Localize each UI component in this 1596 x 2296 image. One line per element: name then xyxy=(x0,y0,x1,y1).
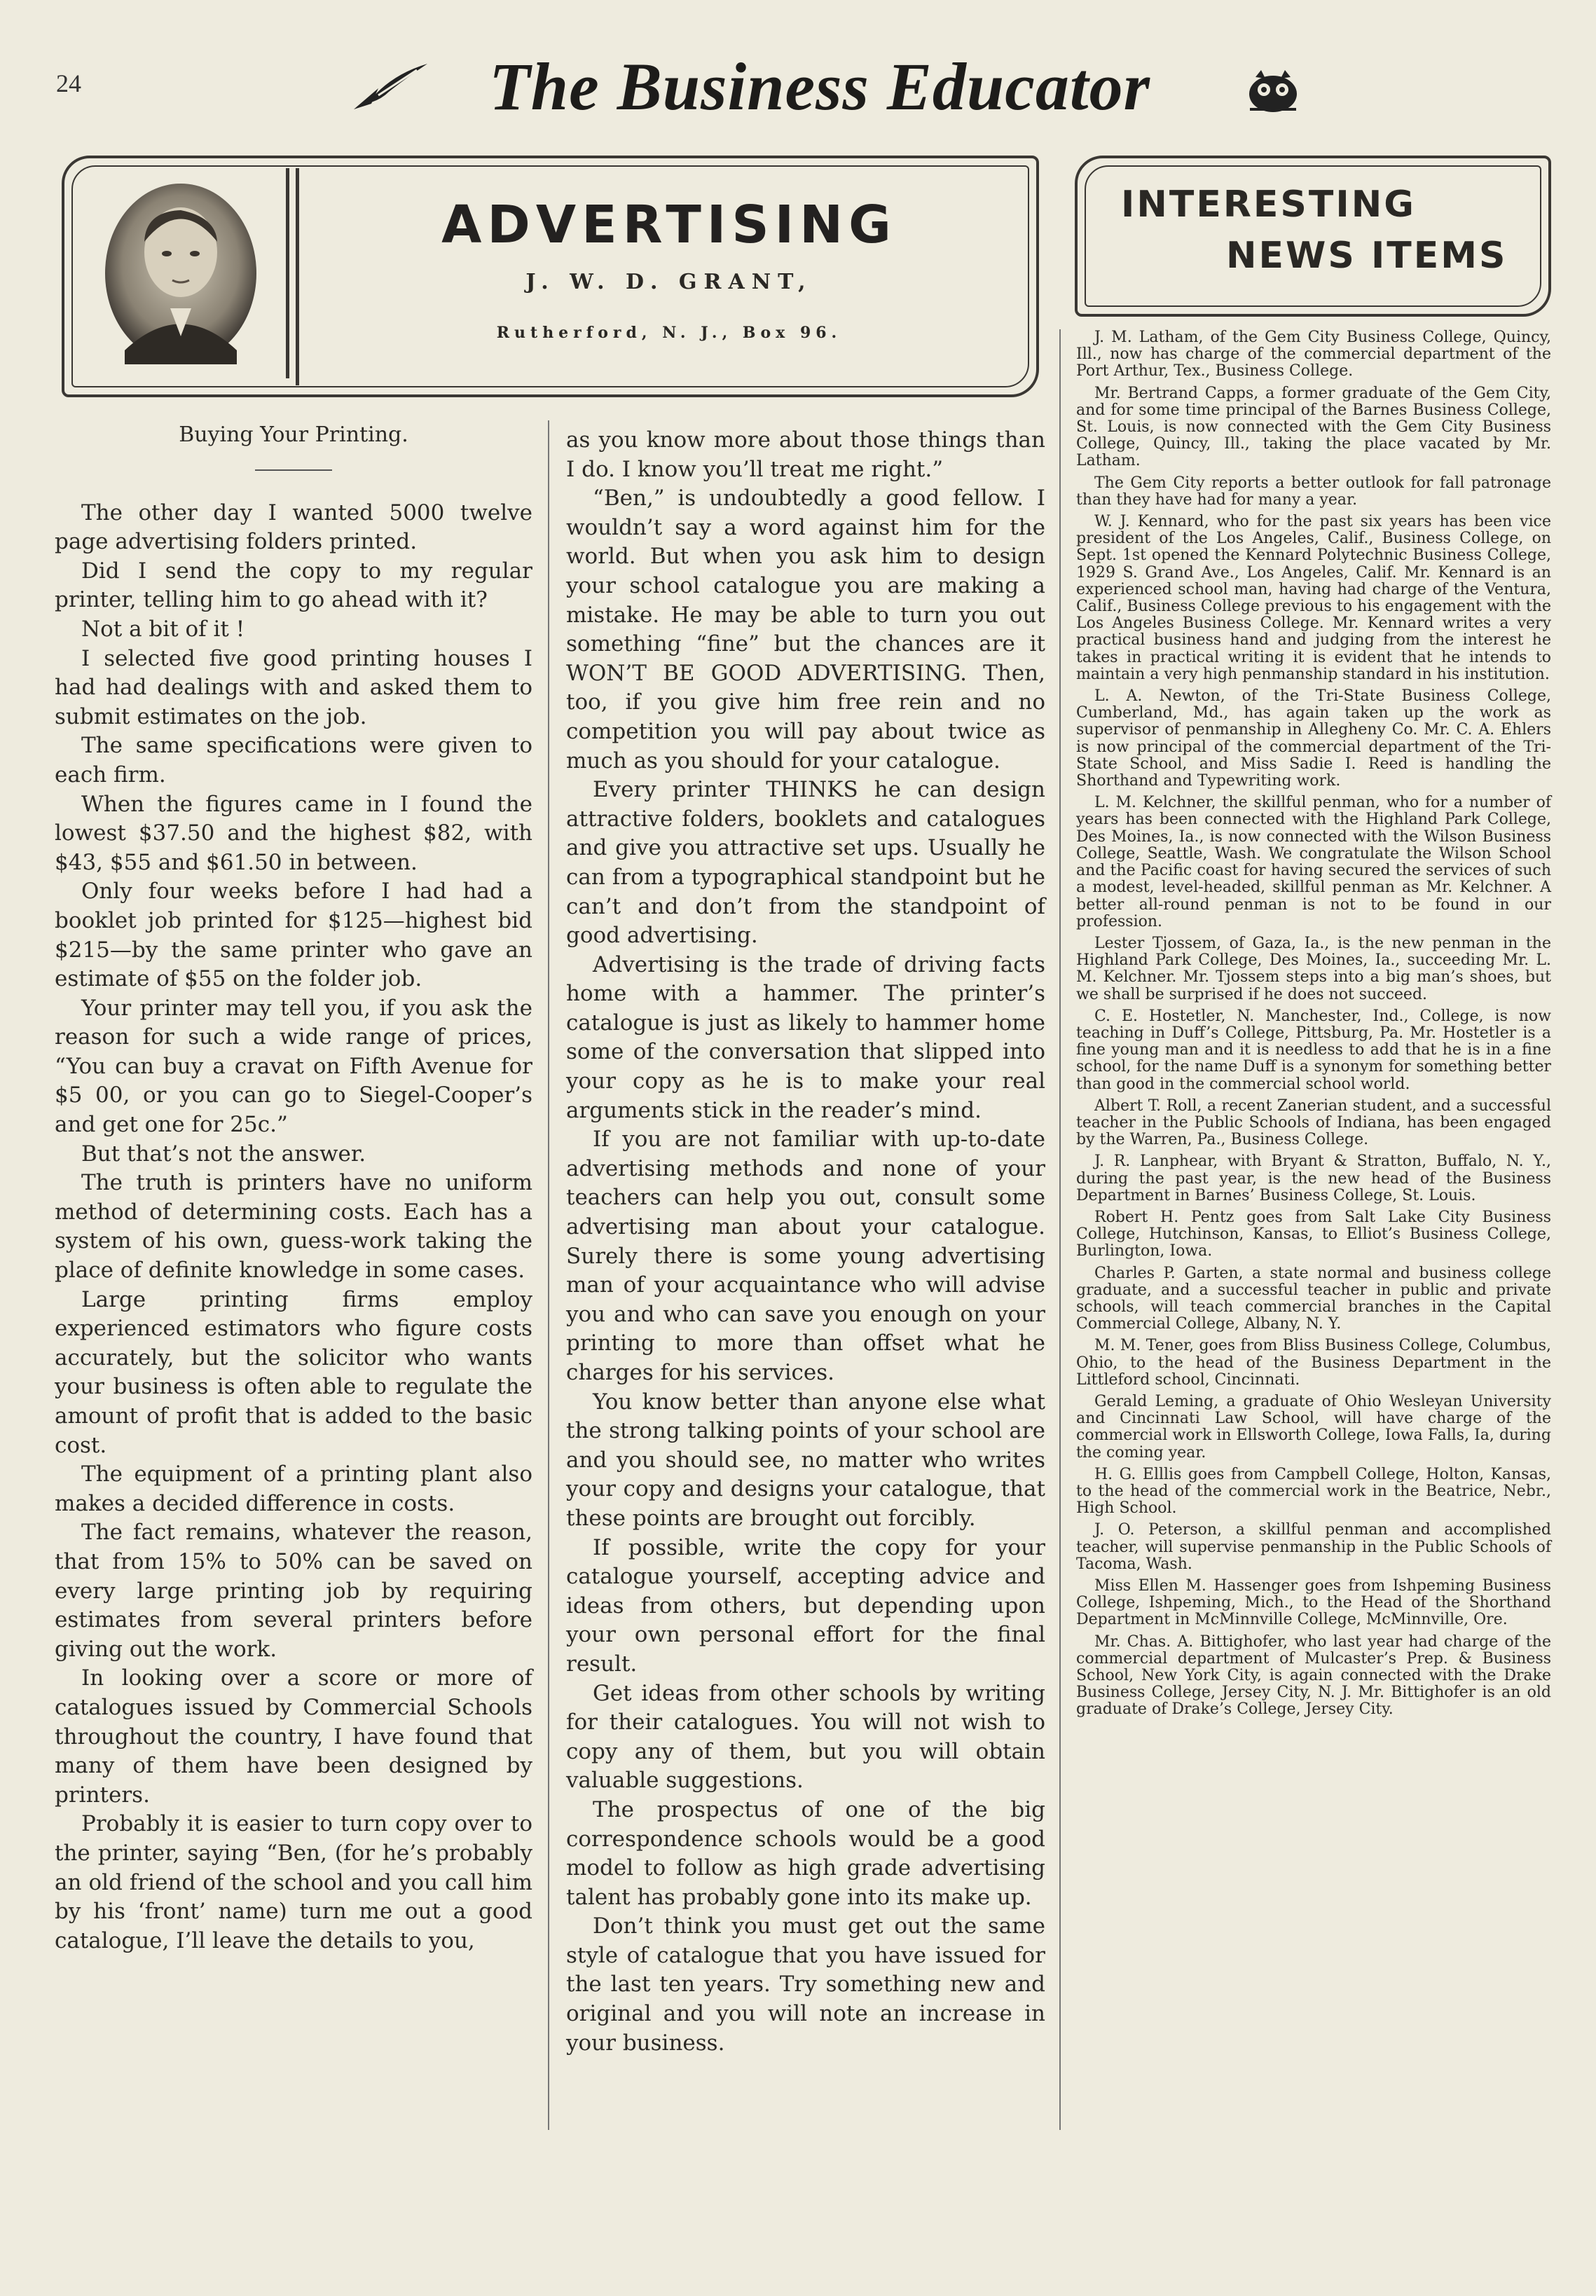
news-item: M. M. Tener, goes from Bliss Business College, Columbus, Ohio, to the head of the Business Department in the Littleford school, Cincinnati. xyxy=(1076,1337,1551,1389)
quill-ornament-icon xyxy=(350,60,434,116)
news-item: Robert H. Pentz goes from Salt Lake City Business College, Hutchinson, Kansas, to Elliot’s Business College, Burlington, Iowa. xyxy=(1076,1208,1551,1260)
section-title-advertising: ADVERTISING xyxy=(441,195,897,255)
news-item: J. R. Lanphear, with Bryant & Stratton, Buffalo, N. Y., during the past year, is the new head of the Business Department in Barnes’ Business College, St. Louis. xyxy=(1076,1153,1551,1204)
paragraph: In looking over a score or more of catalogues issued by Commercial Schools throughout the country, I have found that many of them have been designed by printers. xyxy=(55,1665,532,1808)
paragraph: If you are not familiar with up-to-date advertising methods and none of your teachers can help you out, consult some advertising man about your catalogue. Surely there is some young advertising man of your acquaintance who will advise you and who can save you enough on your printing to more than offset what he charges for his services. xyxy=(566,1127,1045,1385)
paragraph: as you know more about those things than I do. I know you’ll treat me right.” xyxy=(566,427,1045,482)
paragraph: You know better than anyone else what the strong talking points of your school are and you should see, no matter who writes your copy and designs your catalogue, that these points are brought out forcibly. xyxy=(566,1389,1045,1531)
portrait-image xyxy=(76,168,286,378)
paragraph: Did I send the copy to my regular printer, telling him to go ahead with it? xyxy=(55,558,532,613)
owl-ornament-icon xyxy=(1241,69,1305,118)
news-item: Albert T. Roll, a recent Zanerian student, and a successful teacher in the Public Schools of Indiana, has been engaged by the Warren, Pa., Business College. xyxy=(1076,1097,1551,1149)
news-item: Lester Tjossem, of Gaza, Ia., is the new penman in the Highland Park College, Des Moines, Ia., succeeding Mr. L. M. Kelchner. Mr. Tjossem steps into a big man’s shoes, but we shall be surprised if he does not succeed. xyxy=(1076,934,1551,1003)
news-item: Gerald Leming, a graduate of Ohio Wesleyan University and Cincinnati Law School, will have charge of the commercial work in Ellsworth College, Iowa Falls, Ia, during the coming year. xyxy=(1076,1392,1551,1462)
article-column-1 xyxy=(55,420,532,1955)
news-item: C. E. Hostetler, N. Manchester, Ind., College, is now teaching in Duff’s College, Pittsburg, Pa. Mr. Hostetler is a fine young man and it is needless to add that he is in a fine school, for the name Duff is a synonym for something better than good in the commercial school world. xyxy=(1076,1007,1551,1093)
paragraph: Probably it is easier to turn copy over to the printer, saying “Ben, (for he’s probably an old friend of the school and you call him by his ‘front’ name) turn me out a good catalogue, I’ll leave the details to you, xyxy=(55,1811,532,1953)
author-address: Rutherford, N. J., Box 96. xyxy=(496,324,842,342)
portrait-divider xyxy=(296,168,299,385)
article-heading: Buying Your Printing. xyxy=(179,422,408,447)
news-item: L. A. Newton, of the Tri-State Business College, Cumberland, Md., has again taken up the work as supervisor of penmanship in Allegheny Co. Mr. C. A. Ehlers is now principal of the commercial department of the Tri-State School, and Miss Sadie I. Reed is handling the Shorthand and Typewriting work. xyxy=(1076,687,1551,790)
news-title-line2: NEWS ITEMS xyxy=(1226,235,1508,277)
paragraph: Your printer may tell you, if you ask the reason for such a wide range of prices, “You can buy a cravat on Fifth Avenue for $5 00, or you can go to Siegel-Cooper’s and get one for 25c.” xyxy=(55,995,532,1138)
page-number: 24 xyxy=(56,69,81,97)
news-item: Charles P. Garten, a state normal and business college graduate, and a successful teacher in public and private schools, will teach commercial branches in the Capital Commercial College, Albany, N. Y. xyxy=(1076,1264,1551,1333)
paragraph: Not a bit of it ! xyxy=(81,616,245,642)
paragraph: When the figures came in I found the lowest $37.50 and the highest $82, with $43, $55 and $61.50 in between. xyxy=(55,791,532,875)
news-item: L. M. Kelchner, the skillful penman, who for a number of years has been connected with the Highland Park College, Des Moines, Ia., is now connected with the Wilson Business College, Seattle, Wash. We congratulate the Wilson School and the Pacific coast for having secured the services of such a modest, level-headed, skillful penman as Mr. Kelchner. A better all-round penman is not to be found in our profession. xyxy=(1076,794,1551,930)
news-title-line1: INTERESTING xyxy=(1121,184,1416,226)
paragraph: Advertising is the trade of driving facts home with a hammer. The printer’s catalogue is just as likely to hammer home some of the conversation that slipped into your copy as he is to make your real arguments stick in the reader’s mind. xyxy=(566,951,1045,1123)
paragraph: The prospectus of one of the big correspondence schools would be a good model to follow as high grade advertising talent has probably gone into its make up. xyxy=(566,1796,1045,1910)
news-item: J. O. Peterson, a skillful penman and accomplished teacher, will supervise penmanship in the Public Schools of Tacoma, Wash. xyxy=(1076,1521,1551,1573)
news-item: Miss Ellen M. Hassenger goes from Ishpeming Business College, Ishpeming, Mich., to the Head of the Shorthand Department in McMinnville College, McMinnville, Ore. xyxy=(1076,1577,1551,1629)
paragraph: The equipment of a printing plant also makes a decided difference in costs. xyxy=(55,1462,532,1516)
paragraph: Large printing firms employ experienced estimators who figure costs accurately, but the solicitor who wants your business is often able to regulate the amount of profit that is added to the basic cost. xyxy=(55,1286,532,1458)
paragraph: Every printer THINKS he can design attractive folders, booklets and catalogues and give you attractive set ups. Usually he can from a typographical standpoint but he can’t and don’t from the standpoint of good advertising. xyxy=(566,777,1045,949)
news-item: Mr. Chas. A. Bittighofer, who last year had charge of the commercial department of Mulcaster’s Prep. & Business School, New York City, is again connected with the Drake Business College, Jersey City, N. J. Mr. Bittighofer is an old graduate of Drake’s College, Jersey City. xyxy=(1076,1632,1551,1719)
column-divider xyxy=(548,420,549,2130)
news-item: The Gem City reports a better outlook for fall patronage than they have had for many a year. xyxy=(1076,474,1551,509)
paragraph: Don’t think you must get out the same style of catalogue that you have issued for the last ten years. Try something new and original and you will note an increase in your business. xyxy=(566,1913,1045,2056)
author-portrait xyxy=(76,168,289,378)
column-divider xyxy=(1059,329,1061,2130)
paragraph: Get ideas from other schools by writing for their catalogues. You will not wish to copy any of them, but you will obtain valuable suggestions. xyxy=(566,1680,1045,1794)
news-item: Mr. Bertrand Capps, a former graduate of the Gem City, and for some time principal of the Barnes Business College, St. Louis, is now connected with the Gem City Business College, Quincy, Ill., taking the place vacated by Mr. Latham. xyxy=(1076,384,1551,470)
paragraph: Only four weeks before I had had a booklet job printed for $125—highest bid $215—by the same printer who gave an estimate of $55 on the folder job. xyxy=(55,879,532,992)
paragraph: I selected five good printing houses I had had dealings with and asked them to submit estimates on the job. xyxy=(55,645,532,729)
paragraph: “Ben,” is undoubtedly a good fellow. I wouldn’t say a word against him for the world. But when you ask him to design your school catalogue you are making a mistake. He may be able to turn you out something “fine” but the chances are it WON’T BE GOOD ADVERTISING. Then, too, if you give him free rein and no competition you will pay about twice as much as you should for your catalogue. xyxy=(566,486,1045,774)
news-column xyxy=(1076,329,1551,1724)
masthead-title: The Business Educator xyxy=(489,49,1150,124)
paragraph: The same specifications were given to each firm. xyxy=(55,733,532,788)
author-name: J. W. D. GRANT, xyxy=(525,270,813,294)
news-item: J. M. Latham, of the Gem City Business College, Quincy, Ill., now has charge of the commercial department of the Port Arthur, Tex., Business College. xyxy=(1076,329,1551,380)
paragraph: The fact remains, whatever the reason, that from 15% to 50% can be saved on every large printing job by requiring estimates from several printers before giving out the work. xyxy=(55,1520,532,1662)
heading-rule xyxy=(255,469,332,471)
paragraph: But that’s not the answer. xyxy=(81,1141,366,1167)
paragraph: The other day I wanted 5000 twelve page advertising folders printed. xyxy=(55,500,532,555)
news-item: W. J. Kennard, who for the past six years has been vice president of the Los Angeles, Calif., Business College, on Sept. 1st opened the Kennard Polytechnic Business College, 1929 S. Grand Ave., Los Angeles, Calif. Mr. Kennard is an experienced school man, having had charge of the Ventura, Calif., Business College previous to his engagement with the Los Angeles Business College. Mr. Kennard writes a very practical business hand and judging from the interest he takes in practical writing it is evident that he intends to maintain a very high penmanship standard in his institution. xyxy=(1076,513,1551,683)
article-column-2 xyxy=(566,426,1045,2058)
paragraph: The truth is printers have no uniform method of determining costs. Each has a system of his own, guess-work taking the place of definite knowledge in some cases. xyxy=(55,1170,532,1284)
news-item: H. G. Elllis goes from Campbell College, Holton, Kansas, to the head of the commercial work in the Beatrice, Nebr., High School. xyxy=(1076,1465,1551,1518)
paragraph: If possible, write the copy for your catalogue yourself, accepting advice and ideas from others, but depending upon your own personal effort for the final result. xyxy=(566,1534,1045,1677)
